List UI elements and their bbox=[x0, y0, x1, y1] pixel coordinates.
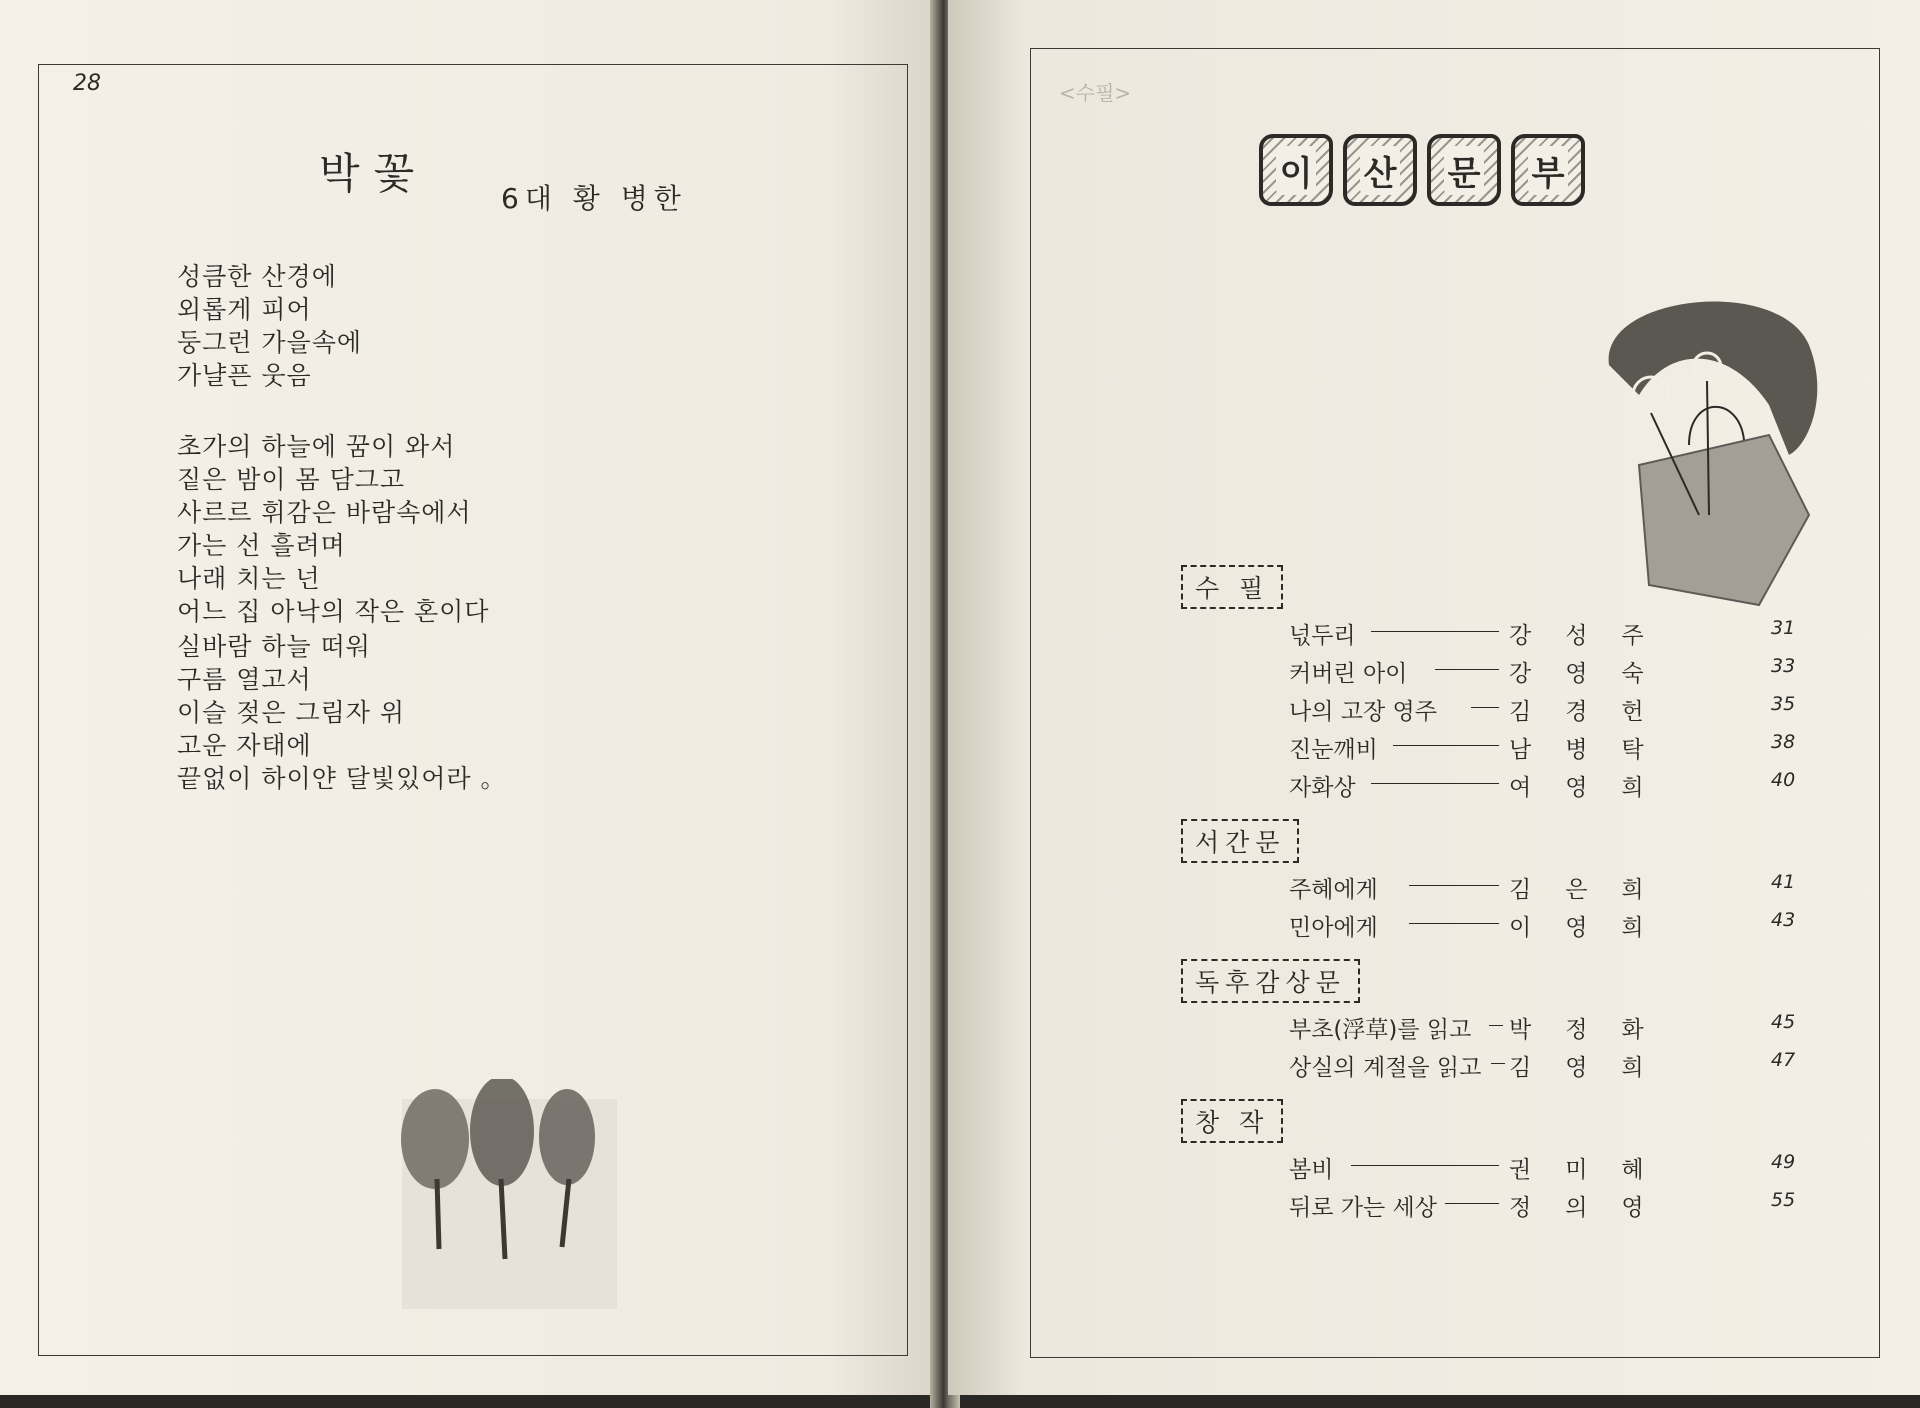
tree-crown bbox=[401, 1089, 469, 1189]
poem-line: 어느 집 아낙의 작은 혼이다 bbox=[177, 597, 490, 626]
toc-entry-author: 이영희 bbox=[1509, 915, 1678, 941]
toc-entry-page: 55 bbox=[1771, 1189, 1796, 1211]
toc-entry bbox=[1031, 909, 1879, 943]
poem-line: 짙은 밤이 몸 담그고 bbox=[177, 465, 406, 494]
toc-entry-author: 김은희 bbox=[1509, 877, 1678, 903]
table-of-contents bbox=[1031, 49, 1879, 1357]
poem-line: 끝없이 하이얀 달빛있어라 。 bbox=[177, 764, 507, 793]
toc-entry-author: 김영희 bbox=[1509, 1055, 1678, 1081]
poem-stanza-1 bbox=[177, 260, 362, 392]
toc-entry-page: 40 bbox=[1771, 769, 1796, 791]
poem-title: 박꽃 bbox=[319, 149, 429, 198]
toc-entry bbox=[1031, 1189, 1879, 1223]
toc-entry-title: 봄비 bbox=[1289, 1157, 1334, 1183]
poem-line: 구름 열고서 bbox=[177, 665, 312, 694]
toc-entry-title: 진눈깨비 bbox=[1289, 737, 1378, 763]
toc-leader-line bbox=[1351, 1165, 1499, 1166]
toc-entry-page: 45 bbox=[1771, 1011, 1796, 1033]
tree-crown bbox=[470, 1079, 534, 1186]
toc-entry-title: 나의 고장 영주 bbox=[1289, 699, 1437, 725]
toc-leader-line bbox=[1445, 1203, 1499, 1204]
toc-entry bbox=[1031, 871, 1879, 905]
toc-entry-title: 상실의 계절을 읽고 bbox=[1289, 1055, 1482, 1081]
poem-line: 둥그런 가을속에 bbox=[177, 328, 362, 357]
toc-entry-page: 47 bbox=[1771, 1049, 1796, 1071]
poem-line: 가냘픈 웃음 bbox=[177, 361, 312, 390]
toc-entry bbox=[1031, 1049, 1879, 1083]
toc-leader-line bbox=[1409, 923, 1499, 924]
logo-char: 부 bbox=[1528, 146, 1569, 195]
toc-entry bbox=[1031, 617, 1879, 651]
toc-entry-page: 49 bbox=[1771, 1151, 1796, 1173]
poem-line: 성큼한 산경에 bbox=[177, 262, 337, 291]
right-page-border bbox=[1030, 48, 1880, 1358]
toc-entry-page: 31 bbox=[1771, 617, 1796, 639]
toc-entry bbox=[1031, 731, 1879, 765]
toc-entry-author: 강성주 bbox=[1509, 623, 1678, 649]
toc-entry-title: 부초(浮草)를 읽고 bbox=[1289, 1017, 1472, 1043]
toc-entry-title: 민아에게 bbox=[1289, 915, 1378, 941]
toc-leader-line bbox=[1409, 885, 1499, 886]
toc-entry-page: 43 bbox=[1771, 909, 1796, 931]
toc-section-header: 창 작 bbox=[1181, 1099, 1283, 1143]
toc-entry-title: 커버린 아이 bbox=[1289, 661, 1408, 687]
toc-entry-page: 35 bbox=[1771, 693, 1796, 715]
toc-leader-line bbox=[1371, 631, 1499, 632]
toc-leader-line bbox=[1435, 669, 1499, 670]
toc-entry bbox=[1031, 1011, 1879, 1045]
left-page-border bbox=[38, 64, 908, 1356]
logo-char: 이 bbox=[1276, 146, 1317, 195]
poem-author: 6대 황 병한 bbox=[501, 182, 687, 215]
toc-entry-title: 주혜에게 bbox=[1289, 877, 1378, 903]
toc-entry bbox=[1031, 1151, 1879, 1185]
toc-entry-author: 여영희 bbox=[1509, 775, 1678, 801]
toc-entry-author: 정의영 bbox=[1509, 1195, 1678, 1221]
poem-line: 나래 치는 넌 bbox=[177, 564, 321, 593]
poem-line: 초가의 하늘에 꿈이 와서 bbox=[177, 432, 456, 461]
toc-entry bbox=[1031, 693, 1879, 727]
left-page bbox=[0, 0, 940, 1395]
toc-entry-author: 박정화 bbox=[1509, 1017, 1678, 1043]
toc-section-header: 서간문 bbox=[1181, 819, 1299, 863]
poem-line: 사르르 휘감은 바람속에서 bbox=[177, 498, 472, 527]
ink-tree-illustration bbox=[397, 1079, 627, 1309]
toc-entry-author: 강영숙 bbox=[1509, 661, 1678, 687]
toc-leader-line bbox=[1491, 1063, 1505, 1064]
tree-crown bbox=[539, 1089, 595, 1185]
toc-entry bbox=[1031, 769, 1879, 803]
toc-section-header: 독후감상문 bbox=[1181, 959, 1360, 1003]
toc-entry-title: 자화상 bbox=[1289, 775, 1356, 801]
poem-line: 고운 자태에 bbox=[177, 731, 312, 760]
right-page bbox=[948, 0, 1920, 1395]
tree-trunk bbox=[437, 1179, 439, 1249]
toc-leader-line bbox=[1393, 745, 1499, 746]
toc-section-header: 수 필 bbox=[1181, 565, 1283, 609]
toc-entry-title: 뒤로 가는 세상 bbox=[1289, 1195, 1437, 1221]
poem-line: 이슬 젖은 그림자 위 bbox=[177, 698, 406, 727]
toc-entry-author: 권미혜 bbox=[1509, 1157, 1678, 1183]
poem-stanza-3 bbox=[177, 630, 507, 795]
toc-entry-title: 넋두리 bbox=[1289, 623, 1356, 649]
poem-stanza-2 bbox=[177, 430, 489, 628]
toc-entry-author: 김경헌 bbox=[1509, 699, 1678, 725]
toc-leader-line bbox=[1471, 707, 1499, 708]
logo-char: 산 bbox=[1360, 146, 1401, 195]
toc-entry-author: 남병탁 bbox=[1509, 737, 1678, 763]
poem-line: 외롭게 피어 bbox=[177, 295, 312, 324]
toc-entry-page: 38 bbox=[1771, 731, 1796, 753]
logo-char: 문 bbox=[1444, 146, 1485, 195]
poem-line: 가는 선 흘려며 bbox=[177, 531, 346, 560]
toc-entry-page: 33 bbox=[1771, 655, 1796, 677]
page-number: 28 bbox=[73, 71, 101, 96]
toc-leader-line bbox=[1371, 783, 1499, 784]
section-tag: <수필> bbox=[1059, 81, 1132, 105]
toc-leader-line bbox=[1489, 1025, 1503, 1026]
toc-entry-page: 41 bbox=[1771, 871, 1796, 893]
poem-line: 실바람 하늘 떠워 bbox=[177, 632, 371, 661]
toc-entry bbox=[1031, 655, 1879, 689]
